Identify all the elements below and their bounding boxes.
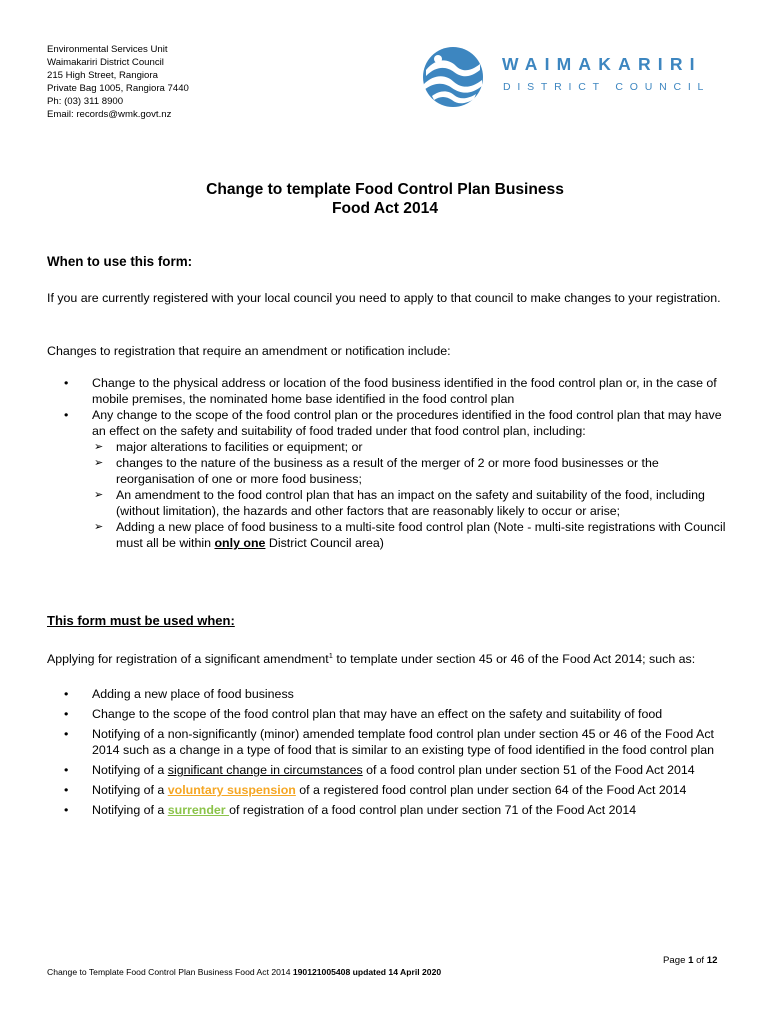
list-item-text: Change to the physical address or location of the food business identified in the food control plan or, in the case of mobile premises, the nominated home base identified in the food control plan [92,376,717,406]
list-item-text: Notifying of a [92,803,168,817]
only-one-emphasis: only one [214,536,266,550]
title-line-2: Food Act 2014 [331,200,438,217]
logo-name: WAIMAKARIRI [502,54,702,74]
council-logo [418,44,718,110]
list-item [60,375,728,407]
when-to-use-heading: When to use this form: [47,254,193,269]
significant-amendment-paragraph [47,651,727,667]
sublist-item-text: Adding a new place of food business to a multi-site food control plan (Note - multi-site registrations with Council must all be within [116,520,726,550]
list-item-text: Notifying of a [92,783,168,797]
paragraph-text: Applying for registration of a significant amendment [47,652,329,666]
footer-code: 190121005408 updated 14 April 2020 [292,967,442,977]
list-item-text: Change to the scope of the food control plan that may have an effect on the safety and suitability of food [92,707,663,721]
list-item [60,726,728,758]
sublist-item [92,455,728,487]
page-total: 12 [706,955,718,966]
phone-line: Ph: (03) 311 8900 [47,96,124,107]
voluntary-suspension-link[interactable]: voluntary suspension [167,783,296,797]
page-current: 1 [688,955,694,966]
changes-intro-paragraph: Changes to registration that require an amendment or notification include: [47,344,451,358]
document-footer [47,967,441,977]
address-line: Environmental Services Unit [47,44,168,55]
email-line: Email: records@wmk.govt.nz [47,109,172,120]
sublist-item-text: major alterations to facilities or equipment; or [116,440,363,454]
registration-intro-paragraph: If you are currently registered with your local council you need to apply to that council to make changes to your registration. [47,291,721,305]
council-address-block [47,43,189,121]
title-line-1: Change to template Food Control Plan Business [206,181,564,198]
address-line: 215 High Street, Rangiora [47,70,158,81]
list-item [60,782,728,798]
document-title [0,180,770,218]
page-of: of [693,955,707,966]
footer-text: Change to Template Food Control Plan Business Food Act 2014 [47,967,293,977]
list-item [60,762,728,778]
address-line: Private Bag 1005, Rangiora 7440 [47,83,189,94]
list-item-text: Any change to the scope of the food control plan or the procedures identified in the food control plan that may have an effect on the safety and suitability of food traded under that food control plan, including: [92,408,722,438]
list-item [60,802,728,818]
usage-cases-list [60,686,728,822]
paragraph-text: to template under section 45 or 46 of the Food Act 2014; such as: [332,652,696,666]
list-item [60,706,728,722]
page-label: Page [663,955,689,966]
form-must-be-used-heading: This form must be used when: [47,613,235,628]
list-item-text: of registration of a food control plan under section 71 of the Food Act 2014 [229,803,637,817]
list-item-text: of a food control plan under section 51 of the Food Act 2014 [362,763,695,777]
sublist-item [92,487,728,519]
sublist-item-text: changes to the nature of the business as a result of the merger of 2 or more food businesses or the reorganisation of one or more food business; [116,456,659,486]
list-item [60,686,728,702]
surrender-link[interactable]: surrender [167,803,230,817]
list-item-text: Adding a new place of food business [92,687,294,701]
list-item-text: of a registered food control plan under section 64 of the Food Act 2014 [295,783,687,797]
list-item-text: Notifying of a [92,763,168,777]
scope-changes-sublist [92,439,728,551]
address-line: Waimakariri District Council [47,57,164,68]
council-logo-icon [418,44,488,110]
list-item [60,407,728,551]
sublist-item-text: An amendment to the food control plan that has an impact on the safety and suitability of the food, including (without limitation), the hazards and other factors that are reasonably likely to occur or arise; [116,488,705,518]
footnote-marker: 1 [328,650,333,660]
page-number [663,955,717,966]
sublist-item [92,519,728,551]
logo-subtitle: DISTRICT COUNCIL [503,81,711,93]
sublist-item [92,439,728,455]
list-item-text: Notifying of a non-significantly (minor) amended template food control plan under section 45 or 46 of the Food Act 2014 such as a change in a type of food that is similar to an existing type of food identified in the food control plan [92,727,714,757]
significant-change-link[interactable]: significant change in circumstances [167,763,363,777]
changes-list [60,375,728,551]
sublist-item-text: District Council area) [265,536,384,550]
